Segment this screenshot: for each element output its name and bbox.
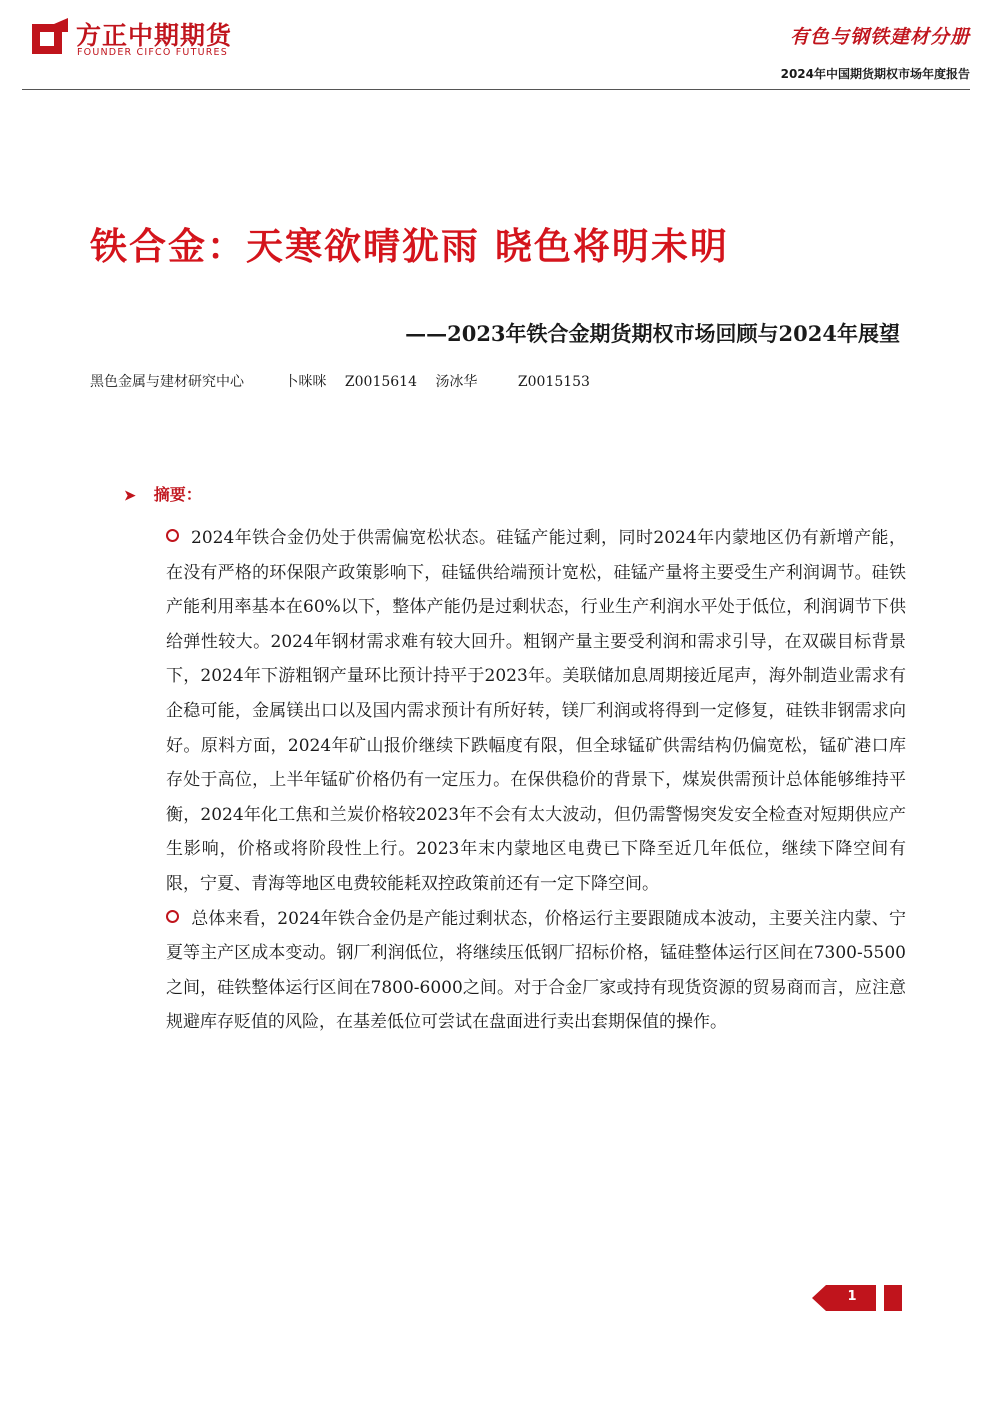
report-series: 2024年中国期货期权市场年度报告 (780, 67, 970, 81)
page-number-badge (812, 1283, 904, 1313)
circle-bullet-icon (166, 529, 179, 542)
page-title: 铁合金：天寒欲晴犹雨 晓色将明未明 (90, 224, 729, 268)
header-divider (22, 89, 970, 90)
summary-paragraph (166, 902, 906, 1040)
arrow-right-icon: ➤ (124, 488, 136, 504)
author-2-id: Z0015153 (517, 374, 590, 390)
logo-mark-icon (30, 18, 70, 58)
logo-chinese-name: 方正中期期货 (76, 21, 233, 50)
summary-heading-label: 摘要： (153, 485, 202, 504)
author-1-name: 卜咪咪 (284, 374, 327, 390)
author-1-id: Z0015614 (344, 374, 417, 390)
logo-english-name: FOUNDER CIFCO FUTURES (77, 47, 228, 58)
author-2-name: 汤冰华 (435, 374, 478, 390)
author-line (90, 371, 590, 391)
summary-paragraph (166, 521, 906, 902)
page-number: 1 (847, 1289, 857, 1304)
header-right (781, 22, 970, 82)
summary-heading (124, 482, 202, 505)
page-subtitle: ——2023年铁合金期货期权市场回顾与2024年展望 (405, 321, 900, 346)
summary-body (166, 521, 906, 1040)
summary-paragraph-text: 2024年铁合金仍处于供需偏宽松状态。硅锰产能过剩，同时2024年内蒙地区仍有新增产能，在没有严格的环保限产政策影响下，硅锰供给端预计宽松，硅锰产量将主要受生产利润调节。硅铁产能利用率基本在60%以下，整体产能仍是过剩状态，行业生产利润水平处于低位，利润调节下供给弹性较大。2024年钢材需求难有较大回升。粗钢产量主要受利润和需求引导，在双碳目标背景下，2024年下游粗钢产量环比预计持平于2023年。美联储加息周期接近尾声，海外制造业需求有企稳可能，金属镁出口以及国内需求预计有所好转，镁厂利润或将得到一定修复，硅铁非钢需求向好。原料方面，2024年矿山报价继续下跌幅度有限，但全球锰矿供需结构仍偏宽松，锰矿港口库存处于高位，上半年锰矿价格仍有一定压力。在保供稳价的背景下，煤炭供需预计总体能够维持平衡，2024年化工焦和兰炭价格较2023年不会有太大波动，但仍需警惕突发安全检查对短期供应产生影响，价格或将阶段性上行。2023年末内蒙地区电费已下降至近几年低位，继续下降空间有限，宁夏、青海等地区电费较能耗双控政策前还有一定下降空间。 (166, 528, 906, 894)
circle-bullet-icon (166, 910, 179, 923)
research-department: 黑色金属与建材研究中心 (90, 374, 244, 390)
company-logo (30, 14, 250, 64)
summary-paragraph-text: 总体来看，2024年铁合金仍是产能过剩状态，价格运行主要跟随成本波动，主要关注内蒙、宁夏等主产区成本变动。钢厂利润低位，将继续压低钢厂招标价格，锰硅整体运行区间在7300-5500之间，硅铁整体运行区间在7800-6000之间。对于合金厂家或持有现货资源的贸易商而言，应注意规避库存贬值的风险，在基差低位可尝试在盘面进行卖出套期保值的操作。 (166, 908, 906, 1033)
report-category: 有色与钢铁建材分册 (789, 26, 970, 48)
